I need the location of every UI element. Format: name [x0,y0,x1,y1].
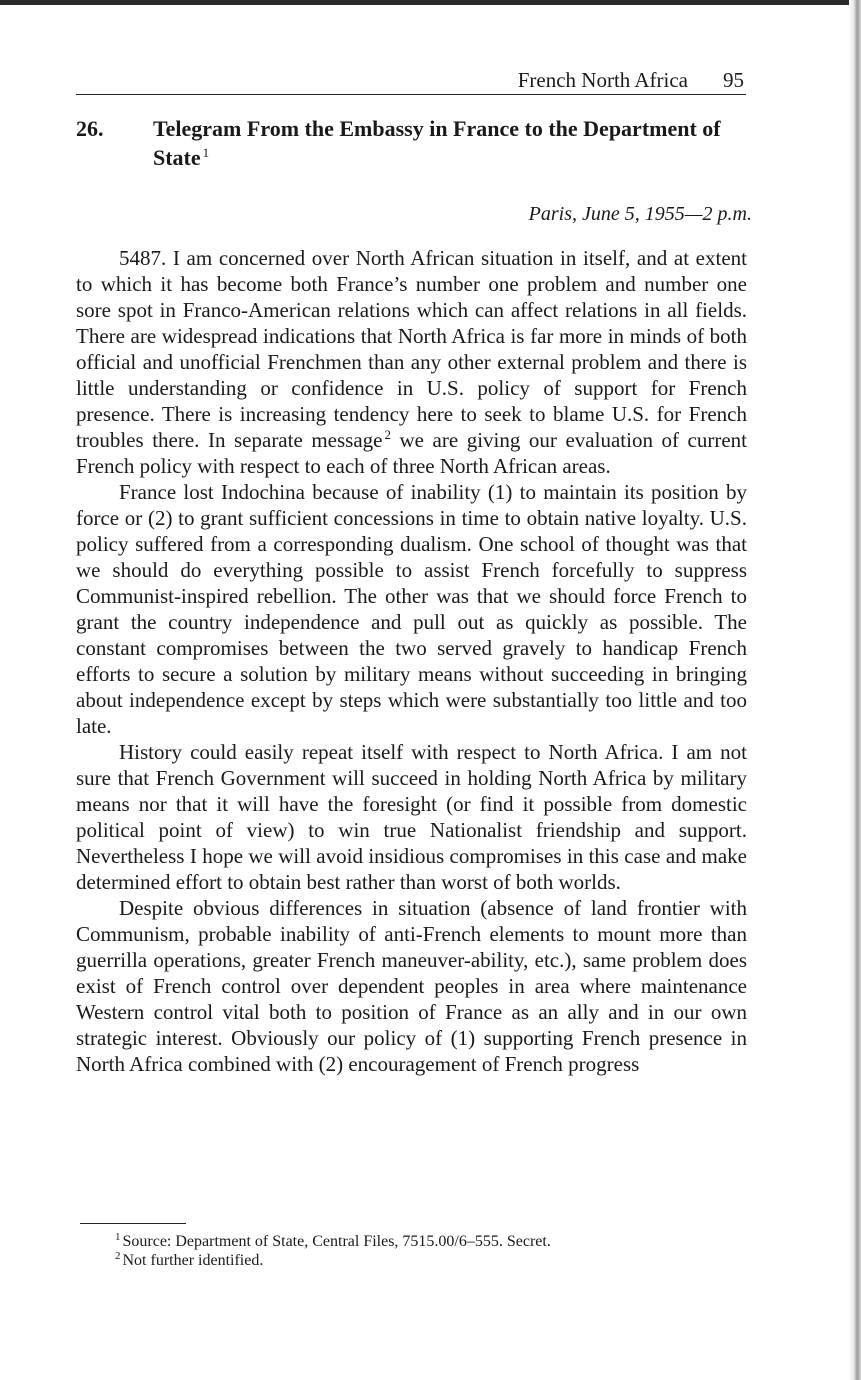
page-top-edge [0,0,861,5]
footnote [115,1251,755,1270]
footnotes [115,1232,755,1270]
footnote [115,1232,755,1251]
document-number: 26. [76,116,104,141]
footnote-text: Source: Department of State, Central Files, 7515.00/6–555. Secret. [122,1233,551,1250]
dateline: Paris, June 5, 1955—2 p.m. [528,203,752,225]
document-title-text: Telegram From the Embassy in France to the Department of State [153,116,721,170]
document-title [153,114,753,172]
paragraph: History could easily repeat itself with respect to North Africa. I am not sure that French Government will succeed in holding North Africa by military means nor that it will have the foresight (or find it possible from domestic political point of view) to win true Nationalist friendship and support. Nevertheless I hope we will avoid insidious compromises in this case and make determined effort to obtain best rather than worst of both worlds. [76,740,747,894]
paragraph [76,245,747,479]
paragraph-text: we are giving our evaluation of current French policy with respect to each of three North African areas. [76,428,747,478]
paragraph: Despite obvious differences in situation (absence of land frontier with Communism, probable inability of anti-French elements to mount more than guerrilla operations, greater French maneuver-ability, etc.), same problem does exist of French control over dependent peoples in area where maintenance Western control vital both to position of France as an ally and in our own strategic interest. Obviously our policy of (1) supporting French presence in North Africa combined with (2) encouragement of French progress [76,896,747,1076]
footnote-text: Not further identified. [122,1252,264,1269]
footnote-rule [80,1223,186,1224]
footnote-ref-2: 2 [384,427,391,442]
paragraph-text: 5487. I am concerned over North African situation in itself, and at extent to which it has become both France’s number one problem and number one sore spot in Franco-American relations which can affect relations in all fields. There are widespread indications that North Africa is far more in minds of both official and unofficial Frenchmen than any other external problem and there is little understanding or confidence in U.S. policy of support for French presence. There is increasing tendency here to seek to blame U.S. for French troubles there. In separate message [76,246,747,452]
footnote-ref-1: 1 [202,144,210,160]
page-number: 95 [723,68,744,92]
footnote-mark: 2 [115,1249,121,1262]
page-binding-edge [849,0,861,1380]
paragraph: France lost Indochina because of inability (1) to maintain its position by force or (2) to grant sufficient concessions in time to obtain native loyalty. U.S. policy suffered from a corresponding dualism. One school of thought was that we should do everything possible to assist French forcefully to suppress Communist-inspired rebellion. The other was that we should force French to grant the country independence and pull out as quickly as possible. The constant compromises between the two served gravely to handicap French efforts to secure a solution by military means without succeeding in bringing about independence except by steps which were substantially too little and too late. [76,480,747,738]
body-text [76,245,747,1077]
running-head [76,66,746,95]
running-head-title: French North Africa [517,68,688,92]
footnote-mark: 1 [115,1230,121,1243]
